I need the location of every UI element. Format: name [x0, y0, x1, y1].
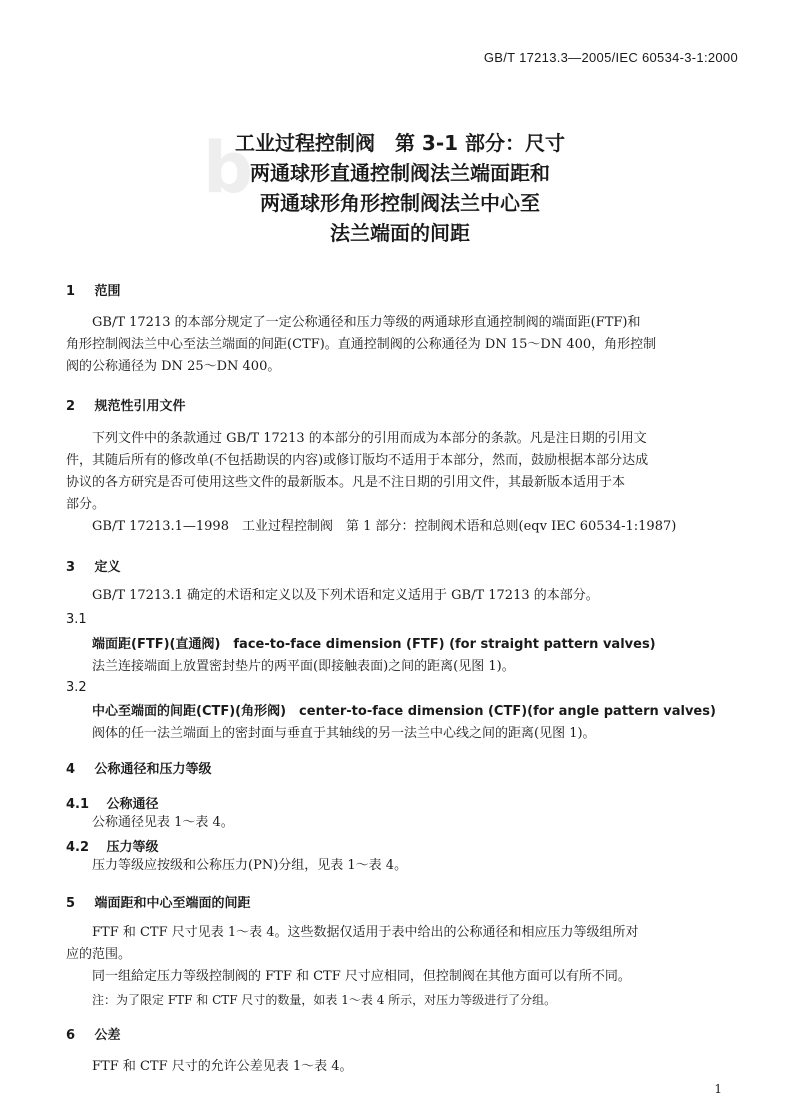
section-title: 定义	[94, 560, 121, 575]
paragraph-line: 件，其随后所有的修改单(不包括勘误的内容)或修订版均不适用于本部分，然而，鼓励根据本部分达成	[66, 453, 649, 468]
section-6-heading	[66, 1024, 121, 1043]
note-text: 注：为了限定 FTF 和 CTF 尺寸的数量，如表 1～表 4 所示，对压力等级进行了分组。	[92, 993, 557, 1007]
paragraph-line: 部分。	[66, 497, 106, 512]
section-title: 范围	[94, 284, 121, 299]
subsection-4-1-text: 公称通径见表 1～表 4。	[92, 815, 234, 830]
section-3-heading	[66, 556, 121, 575]
section-title: 端面距和中心至端面的间距	[94, 896, 251, 911]
section-title: 公差	[94, 1028, 121, 1043]
watermark-logo: b	[203, 127, 254, 209]
subsection-4-1-heading	[66, 793, 159, 812]
definition-number: 3.2	[66, 680, 87, 695]
section-title: 规范性引用文件	[94, 399, 186, 414]
section-4-heading	[66, 758, 212, 777]
section-number: 6	[66, 1028, 76, 1043]
paragraph-line: 应的范围。	[66, 947, 132, 962]
paragraph-line: 阀的公称通径为 DN 25～DN 400。	[66, 359, 281, 374]
title-line-2: 两通球形直通控制阀法兰端面距和	[250, 161, 550, 185]
section-3-intro: GB/T 17213.1 确定的术语和定义以及下列术语和定义适用于 GB/T 17213 的本部分。	[92, 588, 599, 603]
subsection-title: 压力等级	[106, 840, 159, 855]
section-2-body	[66, 428, 742, 538]
section-1-body	[66, 312, 742, 378]
definition-term	[92, 633, 656, 652]
term-text: 中心至端面的间距(CTF)(角形阀) center-to-face dimension (CTF)(for angle pattern valves)	[92, 704, 716, 719]
paragraph-line: 同一组給定压力等级控制阀的 FTF 和 CTF 尺寸应相同，但控制阀在其他方面可以有所不同。	[92, 969, 631, 984]
subsection-4-2-text: 压力等级应按级和公称压力(PN)分组，见表 1～表 4。	[92, 858, 408, 873]
section-title: 公称通径和压力等级	[94, 762, 212, 777]
section-2-heading	[66, 395, 186, 414]
section-1-heading	[66, 280, 121, 299]
definition-text: 阀体的任一法兰端面上的密封面与垂直于其轴线的另一法兰中心线之间的距离(见图 1)。	[92, 726, 596, 741]
paragraph-line: FTF 和 CTF 尺寸见表 1～表 4。这些数据仅适用于表中给出的公称通径和相应压力等级组所对	[92, 925, 639, 940]
definition-term	[92, 700, 716, 719]
subsection-number: 4.1	[66, 797, 90, 812]
section-number: 3	[66, 560, 76, 575]
paragraph-line: 协议的各方研究是否可使用这些文件的最新版本。凡是不注日期的引用文件，其最新版本适用于本	[66, 475, 626, 490]
section-number: 2	[66, 399, 76, 414]
definition-text: 法兰连接端面上放置密封垫片的两平面(即接触表面)之间的距离(见图 1)。	[92, 659, 515, 674]
title-line-1: 工业过程控制阀 第 3-1 部分：尺寸	[234, 131, 566, 155]
section-5-body	[66, 922, 742, 988]
section-6-text: FTF 和 CTF 尺寸的允许公差见表 1～表 4。	[92, 1059, 353, 1074]
title-line-4: 法兰端面的间距	[330, 221, 470, 245]
subsection-number: 4.2	[66, 840, 90, 855]
paragraph-line: 下列文件中的条款通过 GB/T 17213 的本部分的引用而成为本部分的条款。凡是注日期的引用文	[92, 431, 647, 446]
subsection-title: 公称通径	[106, 797, 159, 812]
page-number: 1	[714, 1082, 722, 1096]
definition-number: 3.1	[66, 612, 87, 627]
section-number: 4	[66, 762, 76, 777]
section-number: 5	[66, 896, 76, 911]
paragraph-line: GB/T 17213 的本部分规定了一定公称通径和压力等级的两通球形直通控制阀的端面距(FTF)和	[92, 315, 641, 330]
title-line-3: 两通球形角形控制阀法兰中心至	[260, 191, 540, 215]
subsection-4-2-heading	[66, 836, 159, 855]
term-text: 端面距(FTF)(直通阀) face-to-face dimension (FTF) (for straight pattern valves)	[92, 637, 656, 652]
normative-reference: GB/T 17213.1—1998 工业过程控制阀 第 1 部分：控制阀术语和总则(eqv IEC 60534-1:1987)	[92, 519, 677, 534]
paragraph-line: 角形控制阀法兰中心至法兰端面的间距(CTF)。直通控制阀的公称通径为 DN 15～DN 400，角形控制	[66, 337, 657, 352]
standard-code: GB/T 17213.3—2005/IEC 60534-3-1:2000	[483, 50, 738, 65]
document-title	[0, 128, 800, 248]
section-5-heading	[66, 892, 251, 911]
section-number: 1	[66, 284, 76, 299]
